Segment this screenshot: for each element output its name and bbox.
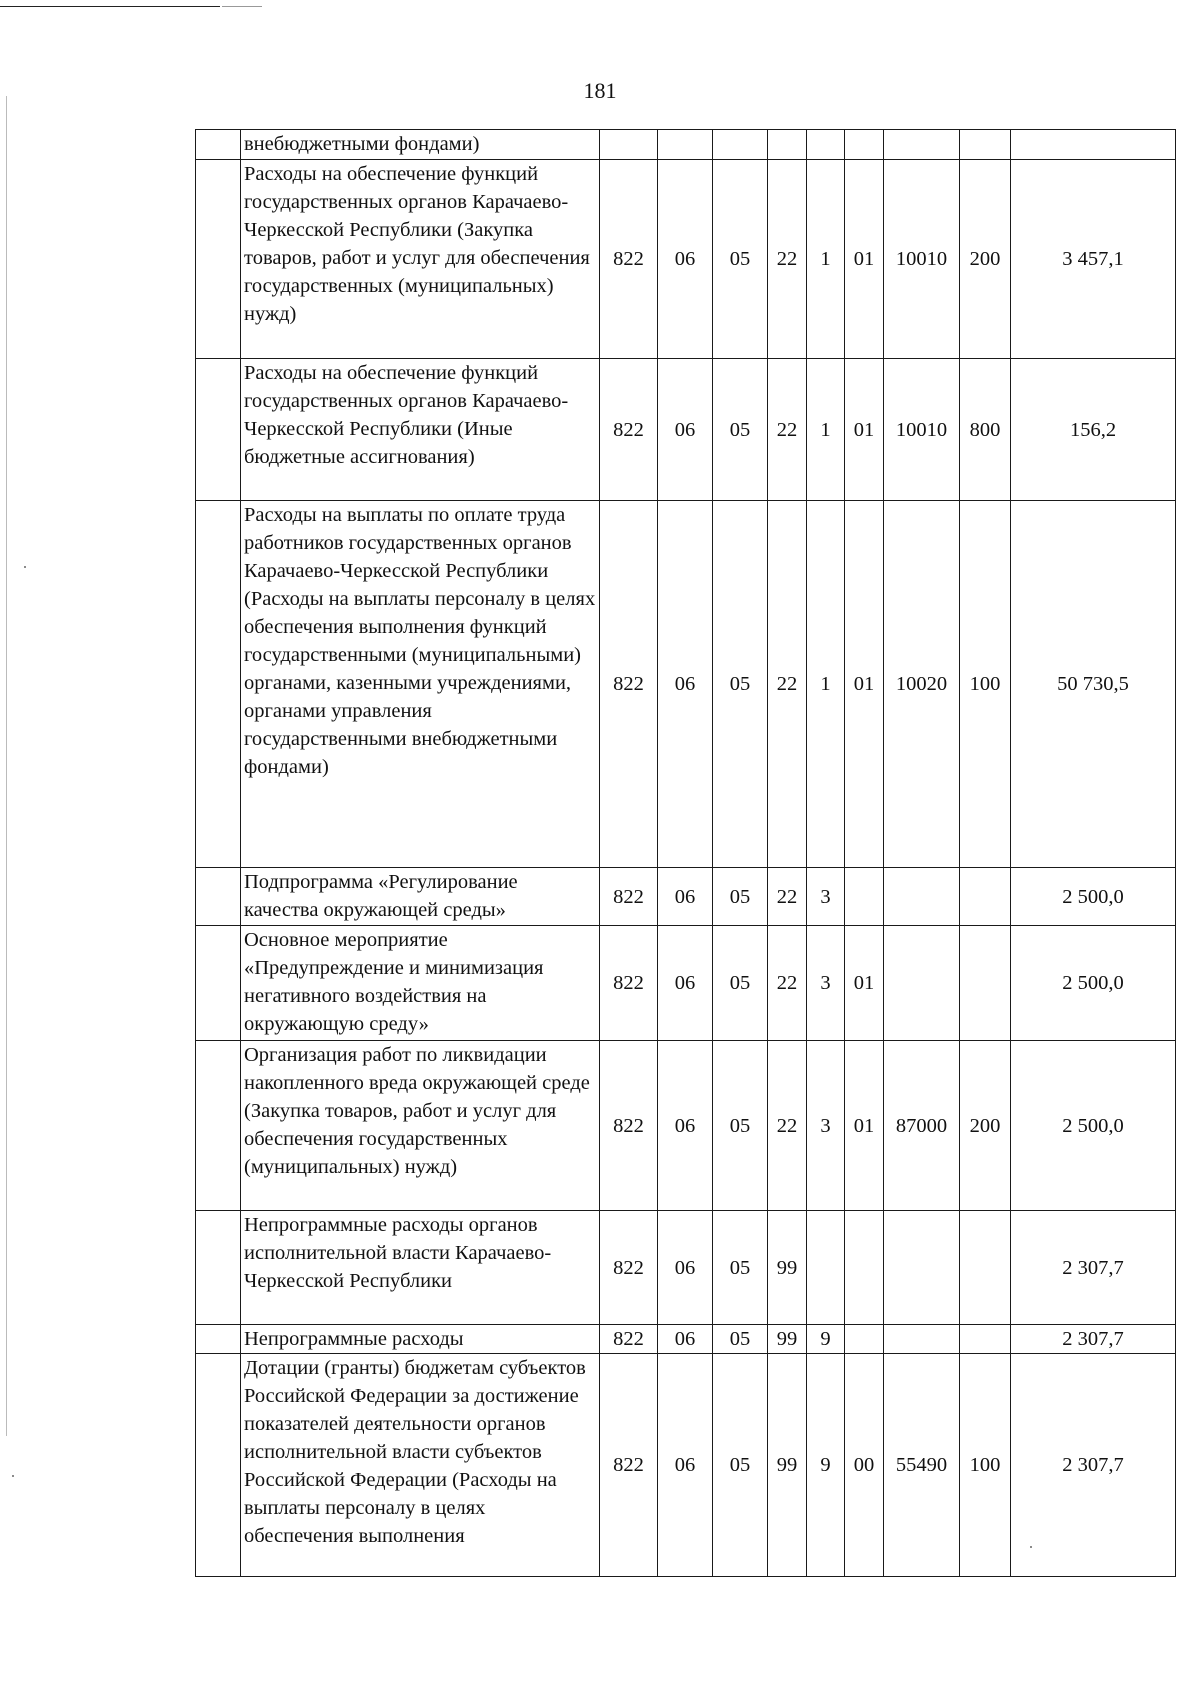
description-cell: Расходы на обеспечение функций государственных органов Карачаево-Черкесской Республики (Иные бюджетные ассигнования) bbox=[241, 359, 600, 501]
program-code: 22 bbox=[768, 160, 807, 359]
subprogram-code: 3 bbox=[807, 926, 845, 1041]
index-cell bbox=[196, 1325, 241, 1354]
ministry-code: 822 bbox=[600, 160, 658, 359]
amount-cell: 3 457,1 bbox=[1011, 160, 1176, 359]
expense-type-code: 100 bbox=[960, 1354, 1011, 1577]
ministry-code: 822 bbox=[600, 1354, 658, 1577]
table-row bbox=[196, 501, 1176, 868]
table-row bbox=[196, 359, 1176, 501]
description-cell: Непрограммные расходы органов исполнительной власти Карачаево-Черкесской Республики bbox=[241, 1211, 600, 1325]
index-cell bbox=[196, 501, 241, 868]
subprogram-code: 1 bbox=[807, 359, 845, 501]
ministry-code: 822 bbox=[600, 359, 658, 501]
subprogram-code: 3 bbox=[807, 1041, 845, 1211]
ministry-code bbox=[600, 130, 658, 160]
subsection-code: 05 bbox=[713, 1041, 768, 1211]
description-cell: Непрограммные расходы bbox=[241, 1325, 600, 1354]
ministry-code: 822 bbox=[600, 501, 658, 868]
direction-code: 55490 bbox=[884, 1354, 960, 1577]
subsection-code: 05 bbox=[713, 868, 768, 926]
index-cell bbox=[196, 160, 241, 359]
subprogram-code: 9 bbox=[807, 1325, 845, 1354]
page-number: 181 bbox=[583, 78, 617, 103]
activity-code bbox=[845, 868, 884, 926]
direction-code: 10010 bbox=[884, 359, 960, 501]
description-cell: Дотации (гранты) бюджетам субъектов Российской Федерации за достижение показателей деятельности органов исполнительной власти субъектов Российской Федерации (Расходы на выплаты персоналу в целях обеспечения выполнения bbox=[241, 1354, 600, 1577]
left-margin-rule bbox=[6, 96, 7, 1436]
expense-type-code bbox=[960, 868, 1011, 926]
activity-code bbox=[845, 130, 884, 160]
table-row bbox=[196, 1211, 1176, 1325]
expense-type-code bbox=[960, 130, 1011, 160]
direction-code bbox=[884, 1325, 960, 1354]
section-code bbox=[658, 130, 713, 160]
expense-type-code: 100 bbox=[960, 501, 1011, 868]
program-code: 22 bbox=[768, 501, 807, 868]
ministry-code: 822 bbox=[600, 1041, 658, 1211]
direction-code bbox=[884, 868, 960, 926]
subprogram-code bbox=[807, 130, 845, 160]
program-code: 99 bbox=[768, 1354, 807, 1577]
direction-code: 10020 bbox=[884, 501, 960, 868]
index-cell bbox=[196, 926, 241, 1041]
expense-type-code: 800 bbox=[960, 359, 1011, 501]
section-code: 06 bbox=[658, 1041, 713, 1211]
activity-code: 01 bbox=[845, 926, 884, 1041]
subprogram-code bbox=[807, 1211, 845, 1325]
program-code: 22 bbox=[768, 868, 807, 926]
scan-speck bbox=[1030, 1546, 1032, 1548]
amount-cell: 2 500,0 bbox=[1011, 926, 1176, 1041]
subsection-code bbox=[713, 130, 768, 160]
index-cell bbox=[196, 1211, 241, 1325]
amount-cell: 50 730,5 bbox=[1011, 501, 1176, 868]
expense-type-code bbox=[960, 1325, 1011, 1354]
index-cell bbox=[196, 1041, 241, 1211]
description-cell: Основное мероприятие «Предупреждение и минимизация негативного воздействия на окружающую среду» bbox=[241, 926, 600, 1041]
table-row bbox=[196, 868, 1176, 926]
expense-type-code: 200 bbox=[960, 160, 1011, 359]
ministry-code: 822 bbox=[600, 1211, 658, 1325]
table-row bbox=[196, 130, 1176, 160]
activity-code: 01 bbox=[845, 359, 884, 501]
amount-cell: 2 307,7 bbox=[1011, 1325, 1176, 1354]
subprogram-code: 9 bbox=[807, 1354, 845, 1577]
table-row bbox=[196, 926, 1176, 1041]
direction-code: 87000 bbox=[884, 1041, 960, 1211]
direction-code bbox=[884, 926, 960, 1041]
direction-code: 10010 bbox=[884, 160, 960, 359]
activity-code: 01 bbox=[845, 160, 884, 359]
section-code: 06 bbox=[658, 160, 713, 359]
activity-code bbox=[845, 1211, 884, 1325]
section-code: 06 bbox=[658, 501, 713, 868]
subsection-code: 05 bbox=[713, 1211, 768, 1325]
subprogram-code: 1 bbox=[807, 501, 845, 868]
description-cell: внебюджетными фондами) bbox=[241, 130, 600, 160]
subprogram-code: 1 bbox=[807, 160, 845, 359]
description-cell: Организация работ по ликвидации накопленного вреда окружающей среде (Закупка товаров, работ и услуг для обеспечения государственных (муниципальных) нужд) bbox=[241, 1041, 600, 1211]
program-code bbox=[768, 130, 807, 160]
section-code: 06 bbox=[658, 1354, 713, 1577]
expense-type-code bbox=[960, 1211, 1011, 1325]
program-code: 22 bbox=[768, 1041, 807, 1211]
subsection-code: 05 bbox=[713, 1325, 768, 1354]
subsection-code: 05 bbox=[713, 926, 768, 1041]
section-code: 06 bbox=[658, 1325, 713, 1354]
index-cell bbox=[196, 1354, 241, 1577]
ministry-code: 822 bbox=[600, 926, 658, 1041]
scan-speck bbox=[24, 566, 26, 568]
index-cell bbox=[196, 130, 241, 160]
program-code: 99 bbox=[768, 1325, 807, 1354]
scan-speck bbox=[12, 1475, 14, 1477]
table-row bbox=[196, 1041, 1176, 1211]
index-cell bbox=[196, 359, 241, 501]
program-code: 99 bbox=[768, 1211, 807, 1325]
amount-cell bbox=[1011, 130, 1176, 160]
direction-code bbox=[884, 1211, 960, 1325]
program-code: 22 bbox=[768, 359, 807, 501]
amount-cell: 2 500,0 bbox=[1011, 868, 1176, 926]
direction-code bbox=[884, 130, 960, 160]
amount-cell: 2 307,7 bbox=[1011, 1354, 1176, 1577]
activity-code: 00 bbox=[845, 1354, 884, 1577]
section-code: 06 bbox=[658, 1211, 713, 1325]
program-code: 22 bbox=[768, 926, 807, 1041]
ministry-code: 822 bbox=[600, 1325, 658, 1354]
subprogram-code: 3 bbox=[807, 868, 845, 926]
top-rule bbox=[0, 6, 220, 7]
table-row bbox=[196, 1354, 1176, 1577]
section-code: 06 bbox=[658, 868, 713, 926]
subsection-code: 05 bbox=[713, 1354, 768, 1577]
budget-table bbox=[195, 129, 1176, 1577]
description-cell: Расходы на выплаты по оплате труда работников государственных органов Карачаево-Черкесской Республики (Расходы на выплаты персоналу в целях обеспечения выполнения функций государственными (муниципальными) органами, казенными учреждениями, органами управления государственными внебюджетными фондами) bbox=[241, 501, 600, 868]
table-row bbox=[196, 1325, 1176, 1354]
top-rule-faint bbox=[222, 6, 262, 7]
activity-code: 01 bbox=[845, 1041, 884, 1211]
expense-type-code: 200 bbox=[960, 1041, 1011, 1211]
amount-cell: 2 500,0 bbox=[1011, 1041, 1176, 1211]
description-cell: Подпрограмма «Регулирование качества окружающей среды» bbox=[241, 868, 600, 926]
section-code: 06 bbox=[658, 359, 713, 501]
table-row bbox=[196, 160, 1176, 359]
subsection-code: 05 bbox=[713, 160, 768, 359]
amount-cell: 156,2 bbox=[1011, 359, 1176, 501]
index-cell bbox=[196, 868, 241, 926]
description-cell: Расходы на обеспечение функций государственных органов Карачаево-Черкесской Республики (Закупка товаров, работ и услуг для обеспечения государственных (муниципальных) нужд) bbox=[241, 160, 600, 359]
activity-code bbox=[845, 1325, 884, 1354]
expense-type-code bbox=[960, 926, 1011, 1041]
subsection-code: 05 bbox=[713, 501, 768, 868]
subsection-code: 05 bbox=[713, 359, 768, 501]
amount-cell: 2 307,7 bbox=[1011, 1211, 1176, 1325]
section-code: 06 bbox=[658, 926, 713, 1041]
ministry-code: 822 bbox=[600, 868, 658, 926]
activity-code: 01 bbox=[845, 501, 884, 868]
